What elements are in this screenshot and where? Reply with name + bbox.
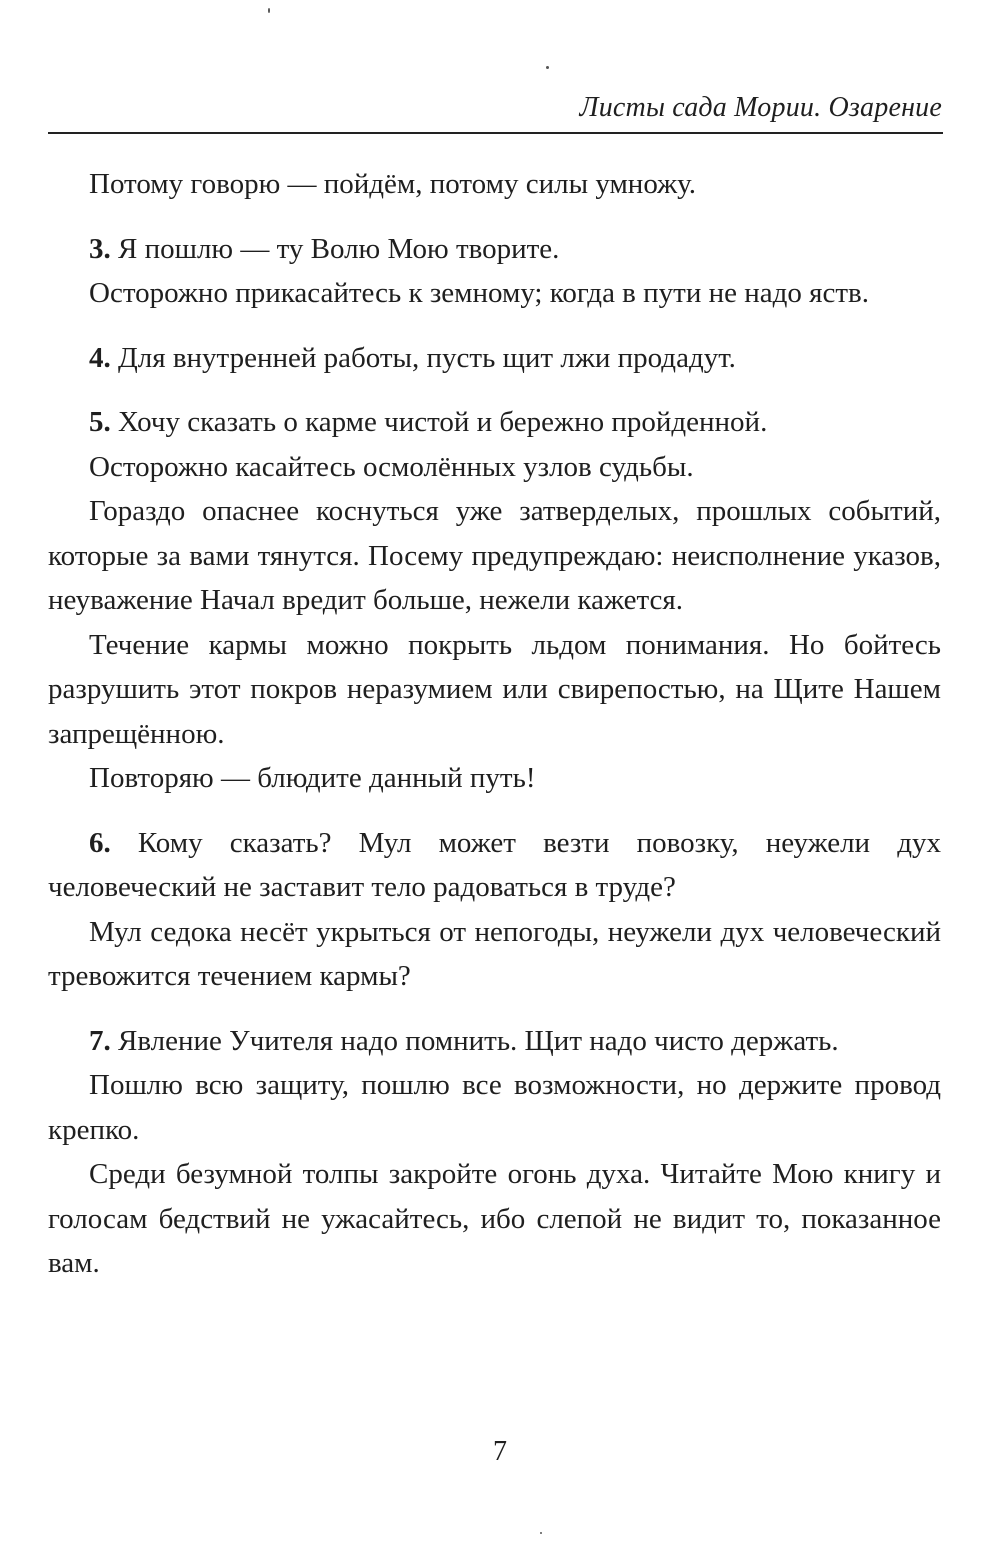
paragraph <box>48 1063 941 1152</box>
paragraph <box>48 445 941 490</box>
paragraph-text: Течение кармы можно покрыть льдом понимания. Но бойтесь разрушить этот покров неразумием или свирепостью, на Щите Нашем запрещённою. <box>48 628 941 750</box>
scan-speck <box>540 1532 542 1534</box>
scan-speck <box>546 66 549 69</box>
paragraph <box>48 756 941 801</box>
paragraph-text: Осторожно прикасайтесь к земному; когда в пути не надо яств. <box>89 277 869 309</box>
scan-speck <box>268 8 270 13</box>
paragraph-number: 5. <box>89 406 111 438</box>
numbered-paragraph <box>48 821 941 910</box>
paragraph-text: Мул седока несёт укрыться от непогоды, неужели дух человеческий тревожится течением кармы? <box>48 915 941 992</box>
paragraph-text: Осторожно касайтесь осмолённых узлов судьбы. <box>89 450 694 483</box>
numbered-paragraph <box>48 1019 941 1064</box>
paragraph <box>48 1152 941 1286</box>
paragraph <box>48 623 941 757</box>
page-number: 7 <box>493 1436 507 1467</box>
numbered-paragraph <box>48 400 941 445</box>
paragraph-text: Для внутренней работы, пусть щит лжи продадут. <box>110 341 736 374</box>
running-head: Листы сада Мории. Озарение <box>579 92 942 123</box>
paragraph-text: Я пошлю — ту Волю Мою творите. <box>110 232 560 265</box>
paragraph <box>48 271 941 316</box>
paragraph-text: Хочу сказать о карме чистой и бережно пройденной. <box>110 406 768 438</box>
numbered-paragraph <box>48 227 941 272</box>
paragraph-number: 4. <box>89 341 111 374</box>
paragraph-text: Кому сказать? Мул может везти повозку, неужели дух человеческий не заставит тело радоваться в труде? <box>48 826 941 903</box>
numbered-paragraph <box>48 336 941 381</box>
paragraph-text: Среди безумной толпы закройте огонь духа. Читайте Мою книгу и голосам бедствий не ужасайтесь, ибо слепой не видит то, показанное вам. <box>48 1158 941 1279</box>
header-rule <box>48 132 943 134</box>
paragraph-text: Потому говорю — пойдём, потому силы умножу. <box>89 168 696 200</box>
paragraph <box>48 162 941 207</box>
paragraph <box>48 910 941 999</box>
paragraph-text: Повторяю — блюдите данный путь! <box>89 762 536 794</box>
body-text <box>48 162 941 1286</box>
paragraph-number: 6. <box>89 826 111 859</box>
paragraph-text: Гораздо опаснее коснуться уже затверделых, прошлых событий, которые за вами тянутся. Посему предупреждаю: неисполнение указов, неуважение Начал вредит больше, нежели кажется. <box>48 495 941 616</box>
paragraph-text: Пошлю всю защиту, пошлю все возможности, но держите провод крепко. <box>48 1069 941 1146</box>
paragraph-number: 7. <box>89 1024 111 1057</box>
paragraph-text: Явление Учителя надо помнить. Щит надо чисто держать. <box>110 1024 839 1057</box>
paragraph <box>48 489 941 623</box>
paragraph-number: 3. <box>89 232 111 265</box>
